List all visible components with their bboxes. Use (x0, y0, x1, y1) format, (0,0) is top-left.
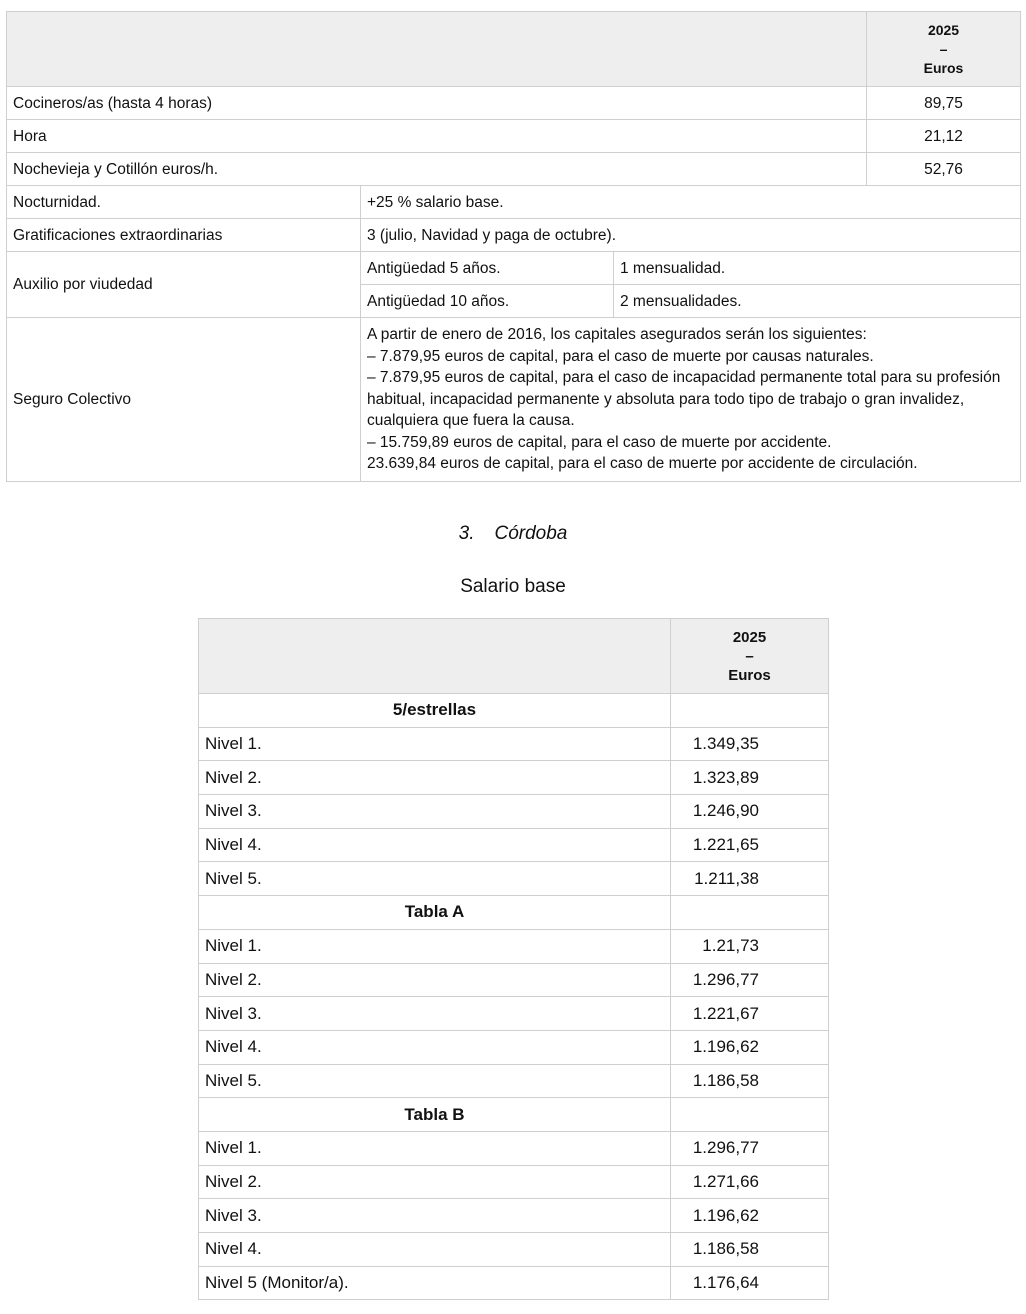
seguro-line: A partir de enero de 2016, los capitales asegurados serán los siguientes: (367, 326, 867, 343)
row-label: Nochevieja y Cotillón euros/h. (7, 153, 867, 186)
section-subtitle: Salario base (460, 576, 566, 597)
level-label: Nivel 4. (199, 828, 671, 862)
antiguedad-cell: Antigüedad 10 años. (361, 285, 614, 318)
row-label: Gratificaciones extraordinarias (7, 219, 361, 252)
level-label: Nivel 5. (199, 1064, 671, 1098)
section-number: 3. (458, 523, 475, 544)
group-header-row (199, 896, 829, 930)
table-row (7, 153, 1021, 186)
table-row (7, 120, 1021, 153)
group-title: Tabla B (199, 1098, 671, 1132)
empty-cell (671, 694, 829, 728)
level-value: 1.196,62 (671, 1199, 829, 1233)
table-row (199, 929, 829, 963)
level-value: 1.21,73 (671, 929, 829, 963)
group-header-row (199, 694, 829, 728)
level-label: Nivel 2. (199, 1165, 671, 1199)
header-empty-cell (7, 12, 867, 87)
table-row (199, 1266, 829, 1300)
empty-cell (671, 1098, 829, 1132)
seguro-line: – 15.759,89 euros de capital, para el caso de muerte por accidente. (367, 433, 832, 451)
level-value: 1.186,58 (671, 1064, 829, 1098)
level-label: Nivel 5. (199, 862, 671, 896)
level-value: 1.186,58 (671, 1233, 829, 1267)
table-row (199, 1199, 829, 1233)
header-year: 2025 (927, 21, 960, 38)
level-label: Nivel 5 (Monitor/a). (199, 1266, 671, 1300)
seguro-line: – 7.879,95 euros de capital, para el caso de incapacidad permanente total para su profesión habitual, incapacidad permanente y absoluta para todo tipo de trabajo o gran invalidez, cualquiera que fuera la causa. (367, 369, 1001, 429)
table-row (199, 1165, 829, 1199)
header-empty-cell (199, 619, 671, 694)
level-label: Nivel 1. (199, 1131, 671, 1165)
complementos-table (6, 11, 1021, 482)
header-year-cell (671, 619, 829, 694)
header-unit: Euros (923, 59, 964, 76)
level-value: 1.176,64 (671, 1266, 829, 1300)
level-label: Nivel 1. (199, 727, 671, 761)
group-header-row (199, 1098, 829, 1132)
header-year-cell (867, 12, 1021, 87)
level-value: 1.196,62 (671, 1030, 829, 1064)
row-label: Auxilio por viudedad (7, 252, 361, 318)
row-value: 3 (julio, Navidad y paga de octubre). (361, 219, 1021, 252)
header-dash: – (745, 647, 754, 665)
mensualidad-cell: 2 mensualidades. (614, 285, 1021, 318)
row-value: 21,12 (867, 120, 1021, 153)
table-row (199, 1233, 829, 1267)
level-value: 1.221,67 (671, 997, 829, 1031)
level-value: 1.296,77 (671, 963, 829, 997)
table-row (199, 727, 829, 761)
level-value: 1.271,66 (671, 1165, 829, 1199)
row-value: 52,76 (867, 153, 1021, 186)
group-title: 5/estrellas (199, 694, 671, 728)
table-row (199, 997, 829, 1031)
row-label: Nocturnidad. (7, 186, 361, 219)
salario-base-table (198, 618, 829, 1300)
level-value: 1.221,65 (671, 828, 829, 862)
row-label: Hora (7, 120, 867, 153)
header-year: 2025 (732, 628, 767, 646)
table-row (199, 862, 829, 896)
mensualidad-cell: 1 mensualidad. (614, 252, 1021, 285)
seguro-line: – 7.879,95 euros de capital, para el caso de muerte por causas naturales. (367, 347, 874, 365)
antiguedad-cell: Antigüedad 5 años. (361, 252, 614, 285)
section-heading (0, 523, 1026, 545)
section-title: Córdoba (494, 523, 568, 544)
gratificaciones-row (7, 219, 1021, 252)
row-label: Cocineros/as (hasta 4 horas) (7, 87, 867, 120)
seguro-details (361, 318, 1021, 482)
level-value: 1.296,77 (671, 1131, 829, 1165)
table-header-row (199, 619, 829, 694)
level-value: 1.246,90 (671, 795, 829, 829)
nocturnidad-row (7, 186, 1021, 219)
level-label: Nivel 4. (199, 1233, 671, 1267)
level-label: Nivel 3. (199, 1199, 671, 1233)
row-label: Seguro Colectivo (7, 318, 361, 482)
level-value: 1.349,35 (671, 727, 829, 761)
row-value: 89,75 (867, 87, 1021, 120)
table-row (199, 1131, 829, 1165)
table-row (199, 828, 829, 862)
table-row (199, 795, 829, 829)
row-value: +25 % salario base. (361, 186, 1021, 219)
level-value: 1.323,89 (671, 761, 829, 795)
level-label: Nivel 4. (199, 1030, 671, 1064)
level-label: Nivel 2. (199, 761, 671, 795)
auxilio-row (7, 252, 1021, 285)
seguro-row (7, 318, 1021, 482)
table-header-row (7, 12, 1021, 87)
level-value: 1.211,38 (671, 862, 829, 896)
empty-cell (671, 896, 829, 930)
group-title: Tabla A (199, 896, 671, 930)
table-row (199, 1030, 829, 1064)
table-row (199, 1064, 829, 1098)
table-row (7, 87, 1021, 120)
level-label: Nivel 3. (199, 795, 671, 829)
table-row (199, 963, 829, 997)
level-label: Nivel 3. (199, 997, 671, 1031)
level-label: Nivel 2. (199, 963, 671, 997)
header-dash: – (939, 40, 948, 57)
level-label: Nivel 1. (199, 929, 671, 963)
table-row (199, 761, 829, 795)
seguro-line: 23.639,84 euros de capital, para el caso de muerte por accidente de circulación. (367, 455, 918, 472)
header-unit: Euros (728, 666, 771, 684)
